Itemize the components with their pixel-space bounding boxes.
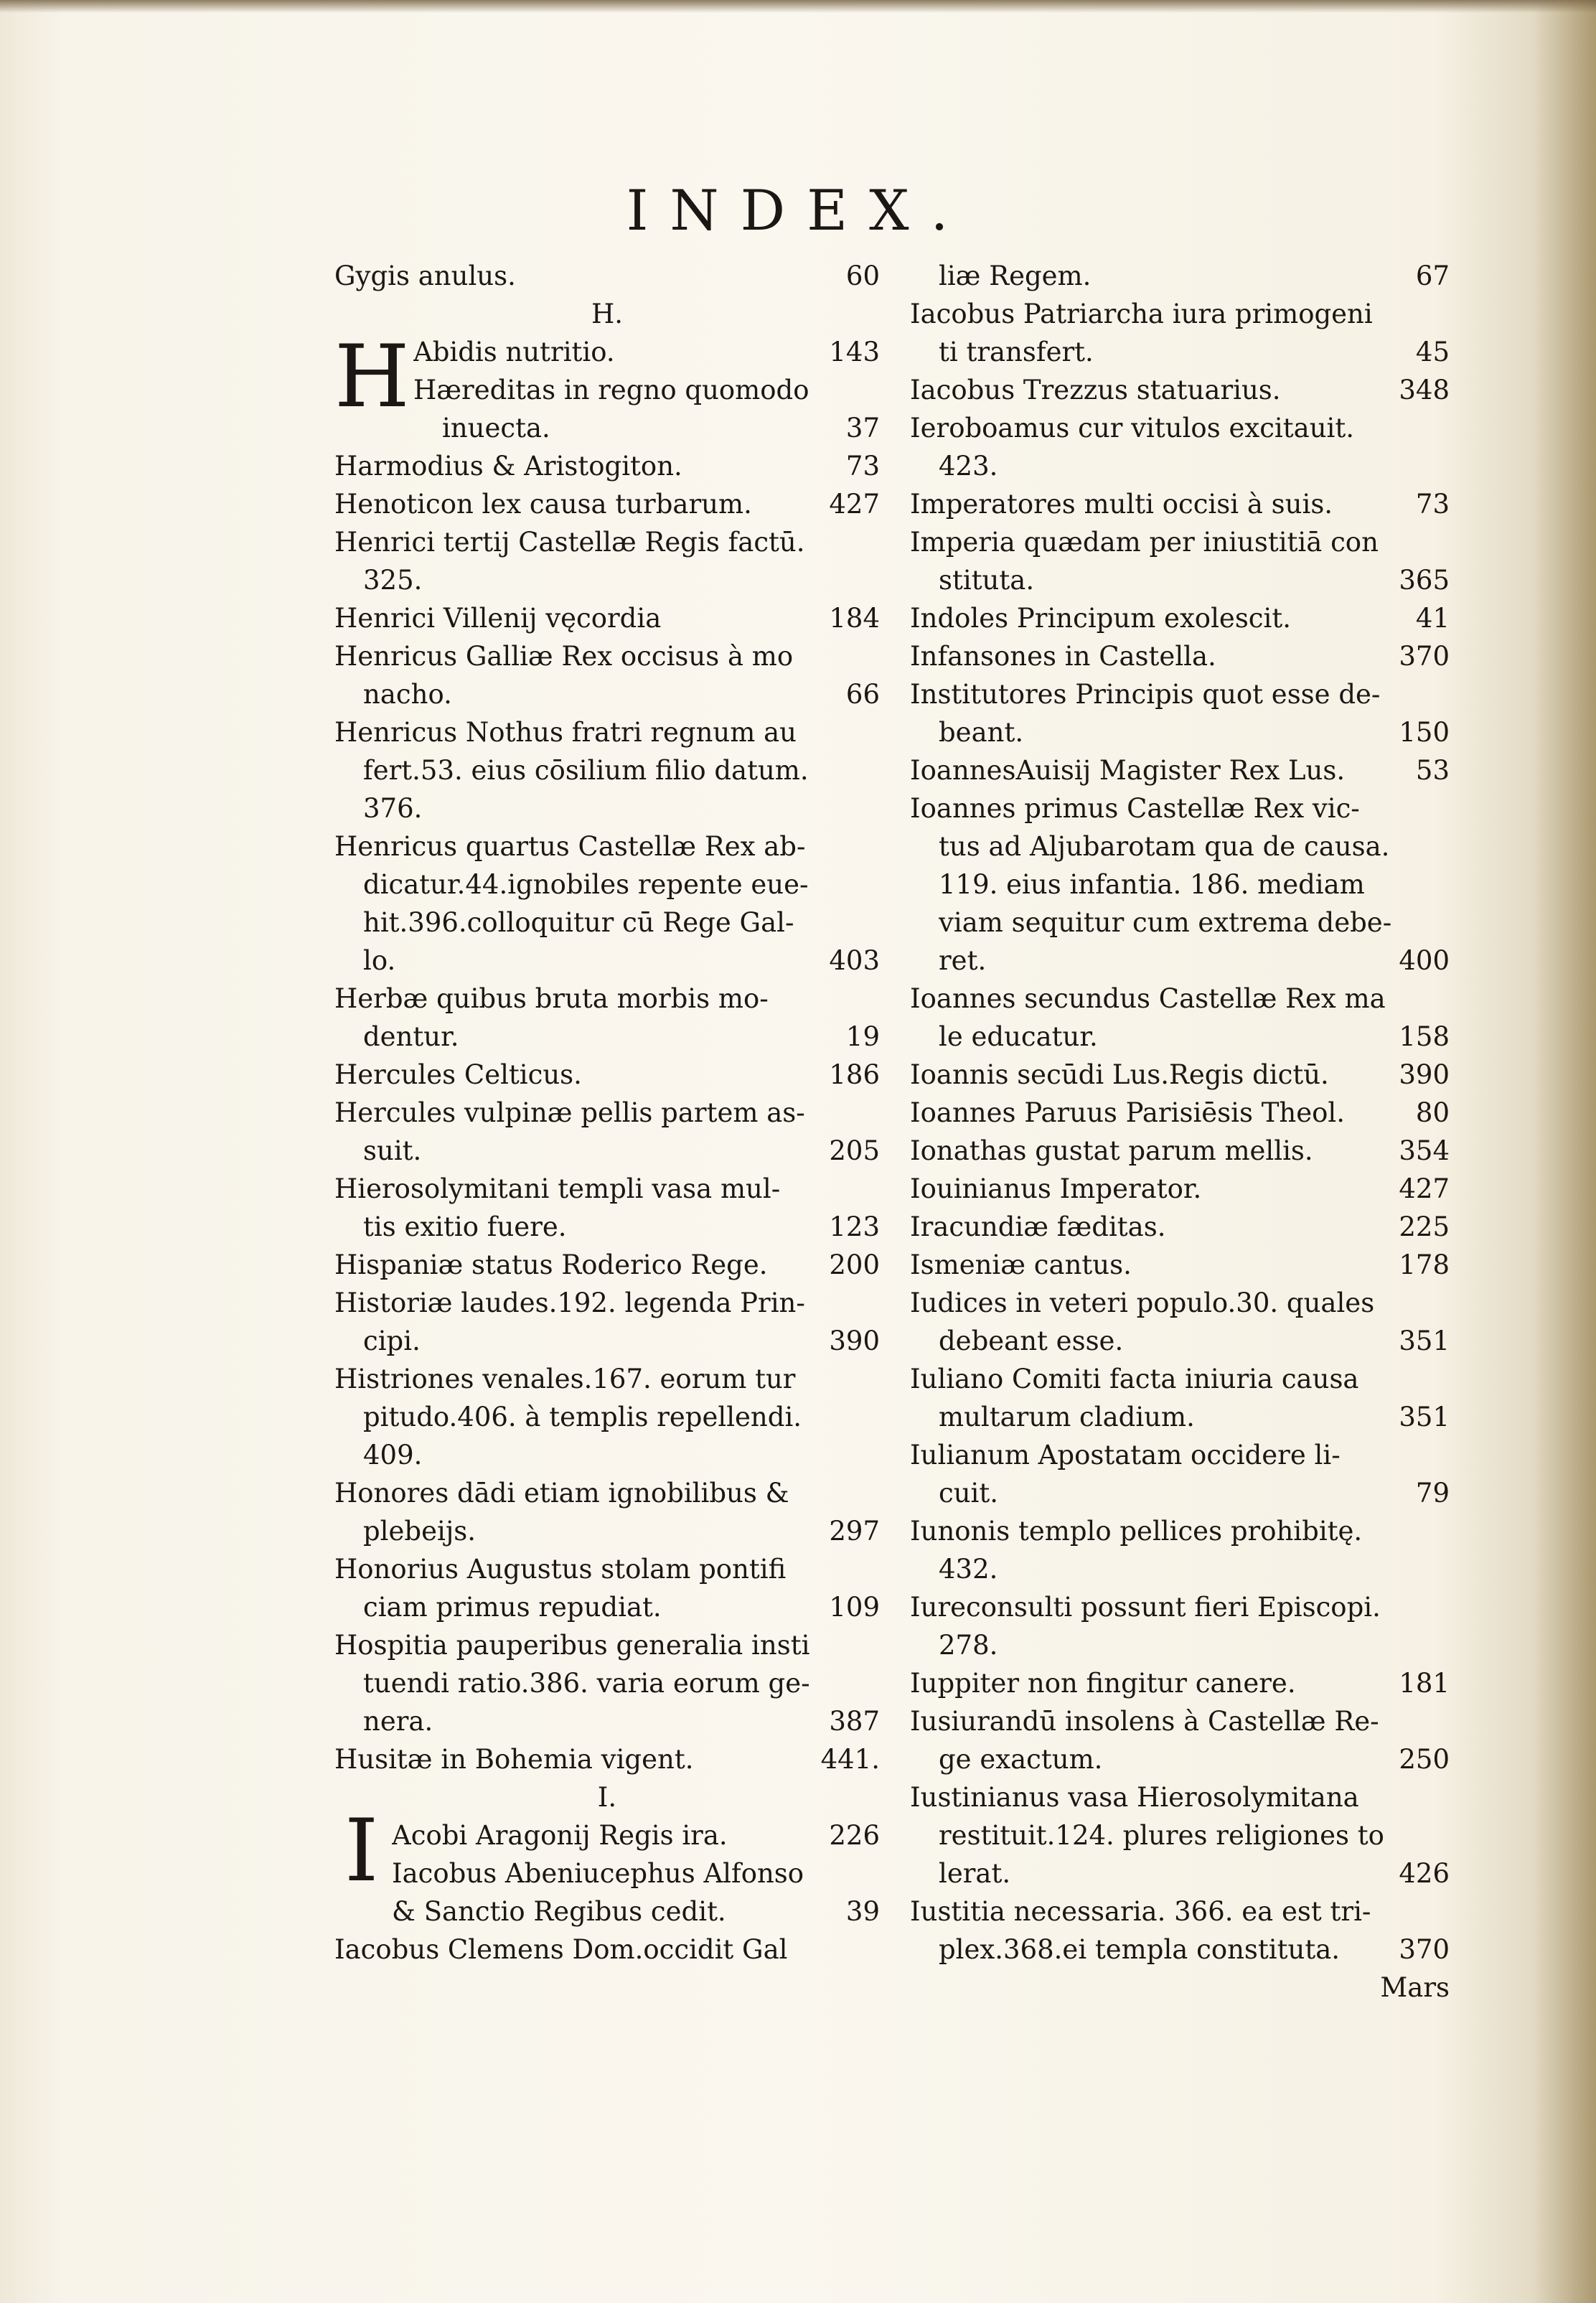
index-entry-line [334,1892,880,1931]
index-entry-line [910,1474,1450,1512]
entry-text: Hispaniæ status Roderico Rege. [334,1249,768,1280]
index-entry-line [910,1778,1450,1816]
entry-text: stituta. [939,565,1035,596]
entry-text: 119. eius infantia. 186. mediam [939,869,1365,900]
entry-text: liæ Regem. [939,261,1092,291]
index-entry-line [910,1702,1450,1740]
entry-page-number: 370 [1399,641,1450,672]
entry-text: Iudices in veteri populo.30. quales [910,1287,1375,1318]
entry-text: IoannesAuisij Magister Rex Lus. [910,755,1346,786]
entry-page-number: 73 [1415,489,1450,520]
entry-page-number: 109 [829,1592,880,1623]
entry-text: nera. [363,1706,433,1737]
index-entry-line [910,1094,1450,1132]
index-entry-line [910,295,1450,333]
index-entry-line [334,447,880,485]
index-entry-line [334,637,880,675]
index-entry-line [910,409,1450,447]
entry-text: ciam primus repudiat. [363,1592,662,1623]
index-entry-line [334,1816,880,1854]
entry-text: Imperatores multi occisi à suis. [910,489,1333,520]
index-entry-line [910,789,1450,827]
entry-text: Histriones venales.167. eorum tur [334,1364,796,1394]
entry-text: ge exactum. [939,1744,1103,1775]
entry-page-number: 427 [1399,1173,1450,1204]
index-entry-line [334,1854,880,1892]
index-entry-line [334,1588,880,1626]
entry-page-number: 354 [1399,1135,1450,1166]
index-entry-line [334,1246,880,1284]
entry-text: Iustinianus vasa Hierosolymitana [910,1782,1359,1813]
index-entry-line [910,942,1450,980]
entry-text: cuit. [939,1478,999,1509]
index-entry-line [334,1664,880,1702]
entry-text: 409. [363,1440,423,1471]
entry-text: Ioannes Paruus Parisiēsis Theol. [910,1097,1346,1128]
index-entry-line [910,637,1450,675]
entry-text: inuecta. [442,413,550,444]
index-entry-line [334,333,880,371]
entry-text: Iusiurandū insolens à Castellæ Re- [910,1706,1379,1737]
entry-text: 325. [363,565,423,596]
index-entry-line [910,257,1450,295]
entry-page-number: 250 [1399,1744,1450,1775]
index-entry-line [910,599,1450,637]
index-entry-line [910,1322,1450,1360]
entry-text: Ieroboamus cur vitulos excitauit. [910,413,1354,444]
entry-text: nacho. [363,679,452,710]
entry-page-number: 370 [1399,1934,1450,1965]
entry-text: Ioannes primus Castellæ Rex vic- [910,793,1360,824]
index-entry-line [334,713,880,751]
entry-text: Ismeniæ cantus. [910,1249,1132,1280]
index-entry-line [334,485,880,523]
entry-text: Iacobus Abeniucephus Alfonso [392,1858,804,1889]
index-entry-line [910,371,1450,409]
index-entry-line [910,485,1450,523]
entry-text: Imperia quædam per iniustitiā con [910,527,1379,558]
entry-page-number: 37 [845,413,880,444]
entry-page-number: 181 [1399,1668,1450,1699]
entry-page-number: 348 [1399,375,1450,405]
entry-page-number: 178 [1399,1249,1450,1280]
index-entry-line [334,1550,880,1588]
index-entry-line [334,866,880,904]
entry-page-number: 205 [829,1135,880,1166]
index-entry-line [334,675,880,713]
entry-text: restituit.124. plures religiones to [939,1820,1384,1851]
entry-page-number: 441. [820,1744,880,1775]
section-letter-text: H. [591,299,624,329]
index-entry-line [334,371,880,409]
index-entry-line [334,1360,880,1398]
entry-text: Institutores Principis quot esse de- [910,679,1381,710]
entry-text: lo. [363,945,396,976]
entry-text: Iunonis templo pellices prohibitę. [910,1516,1363,1547]
entry-page-number: 351 [1399,1326,1450,1356]
index-entry-line [910,447,1450,485]
entry-text: 432. [939,1554,998,1585]
entry-text: Henrici Villenij vęcordia [334,603,662,634]
section-letter [334,1778,880,1816]
entry-page-number: 41 [1415,603,1450,634]
entry-text: Husitæ in Bohemia vigent. [334,1744,694,1775]
entry-text: debeant esse. [939,1326,1124,1356]
page-top-shadow [0,0,1596,13]
entry-page-number: 426 [1399,1858,1450,1889]
entry-page-number: 365 [1399,565,1450,596]
entry-text: Iacobus Patriarcha iura primogeni [910,299,1373,329]
entry-text: Honorius Augustus stolam pontifi [334,1554,787,1585]
entry-text: plebeijs. [363,1516,477,1547]
entry-text: Herbæ quibus bruta morbis mo- [334,983,769,1014]
entry-text: dentur. [363,1021,459,1052]
index-entry-line [910,1246,1450,1284]
index-entry-line [334,257,880,295]
index-entry-line [334,561,880,599]
entry-text: multarum cladium. [939,1402,1195,1432]
index-entry-line [334,789,880,827]
entry-page-number: 79 [1415,1478,1450,1509]
index-entry-line [334,1208,880,1246]
page-edge-shadow [1531,0,1596,2303]
entry-text: beant. [939,717,1024,748]
index-entry-line [910,1931,1450,1969]
index-entry-line [334,1931,880,1969]
entry-page-number: 60 [845,261,880,291]
entry-text: tuendi ratio.386. varia eorum ge- [363,1668,810,1699]
index-entry-line [334,1056,880,1094]
index-entry-line [334,904,880,942]
entry-text: Hæreditas in regno quomodo [413,375,809,405]
entry-text: cipi. [363,1326,421,1356]
entry-text: Acobi Aragonij Regis ira. [392,1820,728,1851]
index-entry-line [910,866,1450,904]
entry-page-number: 390 [829,1326,880,1356]
index-entry-line [334,523,880,561]
entry-text: Iustitia necessaria. 366. ea est tri- [910,1896,1371,1927]
index-entry-line [334,1094,880,1132]
index-entry-line [910,1398,1450,1436]
entry-text: Hercules Celticus. [334,1059,582,1090]
section-letter-text: I. [597,1782,617,1813]
entry-text: Hercules vulpinæ pellis partem as- [334,1097,805,1128]
entry-text: suit. [363,1135,422,1166]
entry-text: Infansones in Castella. [910,641,1216,672]
entry-page-number: 390 [1399,1059,1450,1090]
index-entry-line [334,980,880,1018]
entry-page-number: 427 [829,489,880,520]
entry-text: 423. [939,451,998,482]
index-entry-line [334,1284,880,1322]
entry-page-number: 53 [1415,755,1450,786]
index-entry-line [334,1170,880,1208]
index-entry-line [910,1892,1450,1931]
entry-page-number: 351 [1399,1402,1450,1432]
entry-text: Henoticon lex causa turbarum. [334,489,752,520]
entry-page-number: 73 [845,451,880,482]
index-entry-line [334,1018,880,1056]
index-entry-line [334,1398,880,1436]
entry-page-number: 387 [829,1706,880,1737]
entry-text: pitudo.406. à templis repellendi. [363,1402,802,1432]
index-entry-line [334,942,880,980]
entry-text: Henricus Galliæ Rex occisus à mo [334,641,794,672]
index-entry-line [334,409,880,447]
catchword-text: Mars [1380,1972,1450,2003]
index-entry-line [910,713,1450,751]
index-entry-line [910,751,1450,789]
entry-page-number: 400 [1399,945,1450,976]
entry-text: fert.53. eius cōsilium filio datum. [363,755,809,786]
index-entry-line [910,333,1450,371]
entry-text: tis exitio fuere. [363,1211,567,1242]
dropcap-h: H [334,327,410,427]
entry-text: ret. [939,945,987,976]
section-letter [334,295,880,333]
index-entry-line [910,1550,1450,1588]
entry-text: Henrici tertij Castellæ Regis factū. [334,527,805,558]
entry-text: 376. [363,793,423,824]
index-entry-line [334,827,880,866]
entry-text: Hierosolymitani templi vasa mul- [334,1173,781,1204]
entry-text: Iuppiter non fingitur canere. [910,1668,1296,1699]
entry-page-number: 200 [829,1249,880,1280]
entry-text: & Sanctio Regibus cedit. [392,1896,726,1927]
index-entry-line [910,1018,1450,1056]
entry-text: ti transfert. [939,337,1094,367]
entry-text: Iulianum Apostatam occidere li- [910,1440,1341,1471]
index-entry-line [910,1854,1450,1892]
entry-text: Ionathas gustat parum mellis. [910,1135,1313,1166]
entry-text: Iacobus Clemens Dom.occidit Gal [334,1934,788,1965]
entry-page-number: 184 [829,603,880,634]
index-entry-line [910,1740,1450,1778]
entry-page-number: 39 [845,1896,880,1927]
entry-text: Harmodius & Aristogiton. [334,451,682,482]
index-entry-line [334,1626,880,1664]
index-column-right [910,257,1450,2007]
entry-text: Gygis anulus. [334,261,516,291]
entry-text: viam sequitur cum extrema debe- [939,907,1392,938]
index-entry-line [334,599,880,637]
page-header: INDEX. [626,179,970,243]
index-entry-line [334,1740,880,1778]
entry-page-number: 143 [829,337,880,367]
index-entry-line [334,1132,880,1170]
entry-page-number: 158 [1399,1021,1450,1052]
entry-text: Honores dādi etiam ignobilibus & [334,1478,789,1509]
index-entry-line [910,1284,1450,1322]
index-entry-line [334,1436,880,1474]
index-entry-line [910,1626,1450,1664]
index-entry-line [910,1132,1450,1170]
entry-text: Iracundiæ fæditas. [910,1211,1166,1242]
entry-page-number: 297 [829,1516,880,1547]
index-entry-line [910,827,1450,866]
index-entry-line [910,561,1450,599]
entry-text: Iouinianus Imperator. [910,1173,1202,1204]
index-entry-line [910,1436,1450,1474]
index-entry-line [910,1056,1450,1094]
entry-text: Ioannes secundus Castellæ Rex ma [910,983,1386,1014]
entry-text: tus ad Aljubarotam qua de causa. [939,831,1390,862]
entry-text: 278. [939,1630,998,1661]
index-entry-line [910,980,1450,1018]
index-entry-line [910,1170,1450,1208]
index-entry-line [334,1702,880,1740]
index-entry-line [910,1512,1450,1550]
dropcap-i: I [344,1801,379,1901]
index-entry-line [334,751,880,789]
index-entry-line [334,1474,880,1512]
index-entry-line [910,1360,1450,1398]
entry-text: lerat. [939,1858,1011,1889]
index-entry-line [334,1512,880,1550]
index-entry-line [910,523,1450,561]
entry-page-number: 67 [1415,261,1450,291]
index-entry-line [910,1588,1450,1626]
entry-text: Indoles Principum exolescit. [910,603,1291,634]
entry-text: Ioannis secūdi Lus.Regis dictū. [910,1059,1329,1090]
entry-text: Iuliano Comiti facta iniuria causa [910,1364,1359,1394]
entry-text: Abidis nutritio. [413,337,615,367]
index-entry-line [910,1664,1450,1702]
entry-text: dicatur.44.ignobiles repente eue- [363,869,809,900]
entry-text: Historiæ laudes.192. legenda Prin- [334,1287,805,1318]
index-entry-line [910,1816,1450,1854]
catchword [910,1969,1450,2007]
entry-page-number: 150 [1399,717,1450,748]
entry-text: hit.396.colloquitur cū Rege Gal- [363,907,794,938]
entry-page-number: 226 [829,1820,880,1851]
entry-text: Henricus quartus Castellæ Rex ab- [334,831,806,862]
entry-text: plex.368.ei templa constituta. [939,1934,1341,1965]
entry-page-number: 45 [1415,337,1450,367]
entry-page-number: 19 [845,1021,880,1052]
index-entry-line [910,675,1450,713]
entry-page-number: 225 [1399,1211,1450,1242]
entry-page-number: 80 [1415,1097,1450,1128]
entry-text: Iureconsulti possunt fieri Episcopi. [910,1592,1381,1623]
index-entry-line [334,1322,880,1360]
index-column-left [334,257,880,1969]
index-entry-line [910,1208,1450,1246]
entry-text: Iacobus Trezzus statuarius. [910,375,1281,405]
entry-text: Henricus Nothus fratri regnum au [334,717,797,748]
entry-text: le educatur. [939,1021,1098,1052]
entry-page-number: 66 [845,679,880,710]
entry-page-number: 403 [829,945,880,976]
index-entry-line [910,904,1450,942]
entry-text: Hospitia pauperibus generalia insti [334,1630,810,1661]
entry-page-number: 186 [829,1059,880,1090]
entry-page-number: 123 [829,1211,880,1242]
